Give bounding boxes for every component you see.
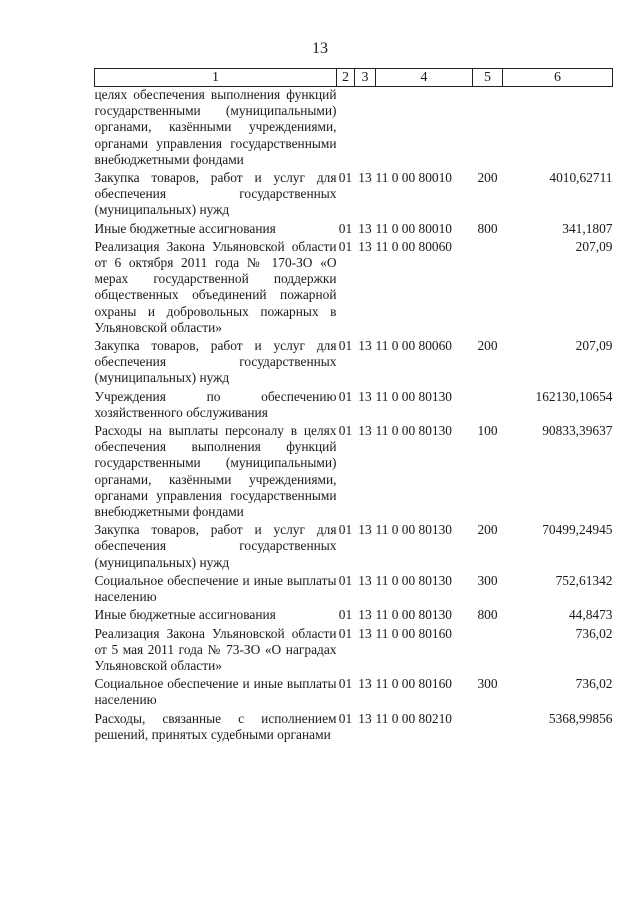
row-amount: 4010,62711: [549, 170, 613, 186]
row-section: 01: [338, 238, 353, 254]
row-amount: 5368,99856: [548, 710, 613, 726]
row-section: 01: [338, 572, 353, 588]
row-target-article: 11 0 00 80010: [375, 170, 452, 186]
row-amount: 70499,24945: [542, 522, 613, 538]
table-row: [95, 387, 613, 421]
row-subsection: [355, 87, 376, 169]
row-target-article: 11 0 00 80210: [375, 710, 452, 726]
row-section: 01: [338, 170, 353, 186]
table-row: [95, 624, 613, 675]
row-amount: 207,09: [575, 338, 613, 354]
row-target-article: 11 0 00 80010: [375, 220, 452, 236]
row-target-article: 11 0 00 80130: [375, 522, 452, 538]
row-subsection: 13: [358, 238, 372, 254]
row-section: 01: [338, 625, 353, 641]
row-subsection: 13: [358, 170, 372, 186]
row-name: целях обеспечения выполнения функций государственными (муниципальными) органами, казёнными учреждениями, органами управления государственными внебюджетными фондами: [94, 87, 337, 167]
row-subsection: 13: [358, 625, 372, 641]
row-subsection: 13: [358, 572, 372, 588]
row-name: Реализация Закона Ульяновской области от 6 октября 2011 года № 170-ЗО «О мерах государственной поддержки общественных объединений пожарной охраны и добровольных пожарных в Ульяновской области»: [94, 238, 337, 335]
row-target-article: 11 0 00 80160: [375, 625, 452, 641]
table-row: [95, 237, 613, 336]
row-amount: 341,1807: [562, 220, 613, 236]
column-header-subsection: 3: [355, 69, 376, 87]
column-header-section: 2: [337, 69, 355, 87]
row-subsection: 13: [358, 338, 372, 354]
table-row: [95, 421, 613, 520]
row-name: Реализация Закона Ульяновской области от 5 мая 2011 года № 73-ЗО «О наградах Ульяновской области»: [94, 625, 337, 673]
row-target-article: 11 0 00 80130: [375, 388, 452, 404]
table-header-row: [95, 69, 613, 87]
row-target-article: 11 0 00 80060: [375, 338, 452, 354]
row-expense-type: 300: [477, 676, 498, 692]
row-section: 01: [338, 522, 353, 538]
row-expense-type: 800: [477, 220, 498, 236]
row-subsection: 13: [358, 220, 372, 236]
row-amount: 90833,39637: [542, 423, 613, 439]
page-number: 13: [312, 40, 328, 57]
row-target-article: 11 0 00 80130: [375, 423, 452, 439]
table-row: [95, 571, 613, 605]
row-name: Расходы на выплаты персоналу в целях обеспечения выполнения функций государственными (муниципальными) органами, казёнными учреждениями, органами управления государственными внебюджетными фондами: [94, 423, 337, 520]
row-expense-type: 300: [477, 572, 498, 588]
table-row: [95, 709, 613, 743]
row-section: 01: [338, 423, 353, 439]
row-amount: [503, 87, 613, 169]
row-target-article: 11 0 00 80160: [375, 676, 452, 692]
row-section: 01: [338, 338, 353, 354]
row-name: Иные бюджетные ассигнования: [94, 220, 276, 236]
row-expense-type: [473, 237, 503, 336]
column-header-amount: 6: [503, 69, 613, 87]
table-row: [95, 605, 613, 623]
row-amount: 44,8473: [568, 607, 613, 623]
row-section: 01: [338, 607, 353, 623]
table-row: [95, 168, 613, 219]
row-expense-type: 800: [477, 607, 498, 623]
row-expense-type: [473, 709, 503, 743]
row-section: 01: [338, 710, 353, 726]
row-subsection: 13: [358, 676, 372, 692]
row-name: Закупка товаров, работ и услуг для обеспечения государственных (муниципальных) нужд: [94, 338, 337, 386]
table-row: [95, 87, 613, 169]
row-subsection: 13: [358, 607, 372, 623]
row-amount: 736,02: [575, 625, 613, 641]
table-row: [95, 219, 613, 237]
column-header-expense-type: 5: [473, 69, 503, 87]
row-section: [337, 87, 355, 169]
row-amount: 162130,10654: [535, 388, 613, 404]
row-name: Социальное обеспечение и иные выплаты населению: [94, 572, 337, 605]
row-amount: 736,02: [575, 676, 613, 692]
row-target-article: [376, 87, 473, 169]
row-name: Закупка товаров, работ и услуг для обеспечения государственных (муниципальных) нужд: [94, 170, 337, 218]
row-amount: 207,09: [575, 238, 613, 254]
row-expense-type: [473, 387, 503, 421]
row-expense-type: 200: [477, 522, 498, 538]
column-header-target-article: 4: [376, 69, 473, 87]
row-section: 01: [338, 676, 353, 692]
row-name: Расходы, связанные с исполнением решений, принятых судебными органами: [94, 710, 337, 742]
row-target-article: 11 0 00 80060: [375, 238, 452, 254]
table-row: [95, 520, 613, 571]
row-subsection: 13: [358, 423, 372, 439]
row-name: Закупка товаров, работ и услуг для обеспечения государственных (муниципальных) нужд: [94, 522, 337, 570]
row-target-article: 11 0 00 80130: [375, 572, 452, 588]
row-name: Иные бюджетные ассигнования: [94, 607, 276, 623]
row-section: 01: [338, 220, 353, 236]
row-expense-type: [473, 87, 503, 169]
table-row: [95, 336, 613, 387]
row-expense-type: 100: [477, 423, 498, 439]
row-amount: 752,61342: [555, 572, 613, 588]
table-row: [95, 674, 613, 708]
row-target-article: 11 0 00 80130: [375, 607, 452, 623]
row-expense-type: 200: [477, 170, 498, 186]
row-expense-type: [473, 624, 503, 675]
row-subsection: 13: [358, 522, 372, 538]
budget-table: [94, 68, 613, 743]
row-name: Учреждения по обеспечению хозяйственного обслуживания: [94, 388, 337, 420]
row-subsection: 13: [358, 710, 372, 726]
row-expense-type: 200: [477, 338, 498, 354]
row-name: Социальное обеспечение и иные выплаты населению: [94, 676, 337, 708]
row-subsection: 13: [358, 388, 372, 404]
row-section: 01: [338, 388, 353, 404]
column-header-name: 1: [95, 69, 337, 87]
